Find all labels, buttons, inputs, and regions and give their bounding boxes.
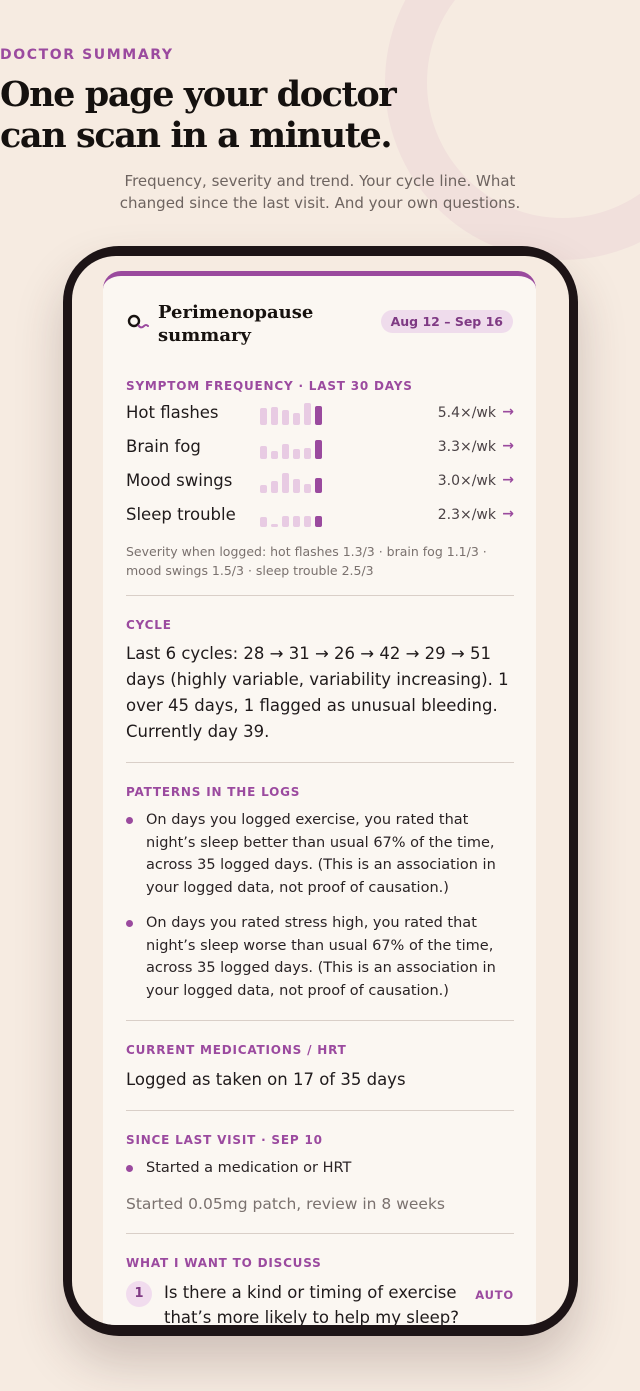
sparkline-bar [271, 524, 278, 527]
change-text: Started a medication or HRT [146, 1160, 352, 1176]
symptom-rate: 3.3×/wk [437, 439, 496, 455]
section-label-medications: CURRENT MEDICATIONS / HRT [126, 1043, 347, 1057]
sparkline-bar [315, 440, 322, 459]
symptom-name: Sleep trouble [126, 505, 236, 524]
sparkline-bar [293, 449, 300, 459]
doctor-summary-card [103, 271, 536, 1325]
section-divider [126, 762, 514, 763]
sparkline-bar [260, 446, 267, 459]
venus-logo-icon [127, 313, 149, 331]
sparkline-bar [304, 448, 311, 459]
sparkline-bar [304, 516, 311, 527]
severity-note: Severity when logged: hot flashes 1.3/3 · brain fog 1.1/3 · mood swings 1.5/3 · sleep trouble 2.5/3 [126, 544, 487, 578]
phone-screen[interactable] [72, 256, 569, 1325]
sparkline-bar [271, 407, 278, 425]
sparkline-bar [293, 413, 300, 425]
medications-adherence-text: Logged as taken on 17 of 35 days [126, 1070, 406, 1089]
page-subline: Frequency, severity and trend. Your cycle line. What changed since the last visit. And your own questions. [119, 172, 521, 212]
symptom-rate: 2.3×/wk [437, 507, 496, 523]
sparkline-bar [304, 484, 311, 493]
summary-title: Perimenopause summary [158, 302, 314, 346]
symptom-row[interactable] [126, 403, 514, 429]
sparkline-bar [315, 406, 322, 425]
date-range-badge[interactable]: Aug 12 – Sep 16 [381, 310, 513, 333]
section-label-since-last-visit: SINCE LAST VISIT · SEP 10 [126, 1133, 323, 1147]
arrow-right-icon: → [502, 506, 514, 522]
symptom-row[interactable] [126, 437, 514, 463]
section-label-symptoms: SYMPTOM FREQUENCY · LAST 30 DAYS [126, 379, 413, 393]
pattern-text: On days you rated stress high, you rated that night’s sleep worse than usual 67% of the time, across 35 logged days. (This is an association in your logged data, not proof of causation.) [146, 915, 496, 1000]
section-divider [126, 1020, 514, 1021]
sparkline-bar [260, 408, 267, 425]
symptom-row[interactable] [126, 471, 514, 497]
sparkline-bar [304, 403, 311, 425]
sparkline-bar [282, 516, 289, 527]
sparkline-bar [293, 516, 300, 527]
arrow-right-icon: → [502, 438, 514, 454]
cycle-summary-text: Last 6 cycles: 28 → 31 → 26 → 42 → 29 → 51 days (highly variable, variability increasing). 1 over 45 days, 1 flagged as unusual bleeding. Currently day 39. [126, 644, 509, 741]
symptom-rate: 5.4×/wk [437, 405, 496, 421]
symptom-name: Brain fog [126, 437, 201, 456]
arrow-right-icon: → [502, 404, 514, 420]
eyebrow-label: DOCTOR SUMMARY [0, 47, 174, 63]
symptom-row[interactable] [126, 505, 514, 531]
section-label-cycle: CYCLE [126, 618, 172, 632]
auto-tag: AUTO [475, 1288, 514, 1302]
sparkline-bar [282, 410, 289, 425]
summary-header [125, 301, 513, 351]
sparkline-bar [271, 481, 278, 493]
page-headline [0, 74, 640, 156]
section-divider [126, 1110, 514, 1111]
bullet-dot-icon [126, 920, 133, 927]
headline-line-2: can scan in a minute. [0, 115, 392, 156]
symptom-name: Mood swings [126, 471, 233, 490]
question-number-badge: 1 [126, 1281, 152, 1307]
pattern-text: On days you logged exercise, you rated that night’s sleep better than usual 67% of the time, across 35 logged days. (This is an association in your logged data, not proof of causation.) [146, 812, 496, 897]
section-label-patterns: PATTERNS IN THE LOGS [126, 785, 301, 799]
section-divider [126, 1233, 514, 1234]
arrow-right-icon: → [502, 472, 514, 488]
sparkline-bar [271, 451, 278, 459]
sparkline-bar [293, 479, 300, 493]
headline-line-1: One page your doctor [0, 74, 396, 115]
question-text[interactable]: Is there a kind or timing of exercise that’s more likely to help my sleep? [164, 1283, 459, 1325]
bullet-dot-icon [126, 817, 133, 824]
sparkline-bar [315, 478, 322, 493]
section-label-discuss: WHAT I WANT TO DISCUSS [126, 1256, 322, 1270]
sparkline-bar [260, 485, 267, 493]
sparkline-bar [282, 444, 289, 459]
bullet-dot-icon [126, 1165, 133, 1172]
section-divider [126, 595, 514, 596]
sparkline-bar [315, 516, 322, 527]
symptom-rate: 3.0×/wk [437, 473, 496, 489]
sparkline-bar [282, 473, 289, 493]
change-detail: Started 0.05mg patch, review in 8 weeks [126, 1195, 445, 1213]
sparkline-bar [260, 517, 267, 527]
symptom-name: Hot flashes [126, 403, 219, 422]
